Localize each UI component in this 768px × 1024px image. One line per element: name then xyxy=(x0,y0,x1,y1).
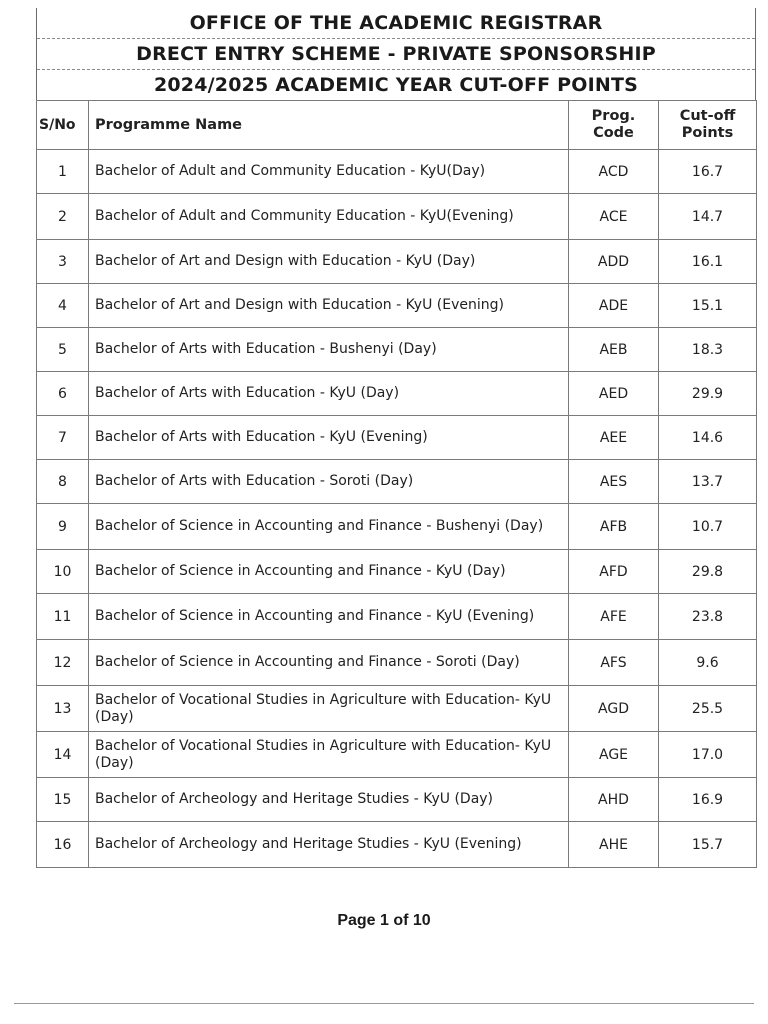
row-sno: 3 xyxy=(37,240,89,284)
table-row xyxy=(37,732,757,778)
table-row xyxy=(37,240,757,284)
cutoff-header-line1: Cut-off xyxy=(679,108,736,124)
table-row xyxy=(37,372,757,416)
row-programme-name: Bachelor of Archeology and Heritage Studies - KyU (Day) xyxy=(89,778,569,822)
row-cutoff-points: 15.7 xyxy=(659,822,757,868)
row-sno: 1 xyxy=(37,150,89,194)
table-row xyxy=(37,150,757,194)
column-header-programme-name: Programme Name xyxy=(89,101,569,150)
row-programme-name: Bachelor of Science in Accounting and Finance - KyU (Evening) xyxy=(89,594,569,640)
table-row xyxy=(37,194,757,240)
row-programme-name: Bachelor of Science in Accounting and Finance - Soroti (Day) xyxy=(89,640,569,686)
row-sno: 8 xyxy=(37,460,89,504)
row-programme-name: Bachelor of Adult and Community Education - KyU(Day) xyxy=(89,150,569,194)
row-prog-code: AEB xyxy=(569,328,659,372)
cutoff-table xyxy=(36,100,757,868)
table-row xyxy=(37,594,757,640)
row-cutoff-points: 13.7 xyxy=(659,460,757,504)
row-prog-code: AHD xyxy=(569,778,659,822)
row-programme-name: Bachelor of Science in Accounting and Finance - KyU (Day) xyxy=(89,550,569,594)
table-row xyxy=(37,778,757,822)
cutoff-header-line2: Points xyxy=(681,125,734,141)
row-sno: 16 xyxy=(37,822,89,868)
row-programme-name: Bachelor of Science in Accounting and Finance - Bushenyi (Day) xyxy=(89,504,569,550)
table-row xyxy=(37,328,757,372)
row-cutoff-points: 29.9 xyxy=(659,372,757,416)
row-cutoff-points: 25.5 xyxy=(659,686,757,732)
table-row xyxy=(37,504,757,550)
row-sno: 5 xyxy=(37,328,89,372)
row-prog-code: ADE xyxy=(569,284,659,328)
row-programme-name: Bachelor of Arts with Education - Soroti (Day) xyxy=(89,460,569,504)
row-programme-name: Bachelor of Vocational Studies in Agriculture with Education- KyU (Day) xyxy=(89,686,569,732)
document-sheet xyxy=(36,8,756,868)
row-programme-name: Bachelor of Vocational Studies in Agriculture with Education- KyU (Day) xyxy=(89,732,569,778)
row-cutoff-points: 9.6 xyxy=(659,640,757,686)
prog-code-header-line2: Code xyxy=(593,125,634,141)
row-cutoff-points: 18.3 xyxy=(659,328,757,372)
row-cutoff-points: 17.0 xyxy=(659,732,757,778)
row-programme-name: Bachelor of Art and Design with Education - KyU (Day) xyxy=(89,240,569,284)
document-header xyxy=(36,8,756,100)
row-sno: 4 xyxy=(37,284,89,328)
scheme-title: DRECT ENTRY SCHEME - PRIVATE SPONSORSHIP xyxy=(37,38,755,69)
row-prog-code: AFE xyxy=(569,594,659,640)
row-cutoff-points: 10.7 xyxy=(659,504,757,550)
row-sno: 11 xyxy=(37,594,89,640)
row-prog-code: AGE xyxy=(569,732,659,778)
table-row xyxy=(37,686,757,732)
row-sno: 10 xyxy=(37,550,89,594)
year-title: 2024/2025 ACADEMIC YEAR CUT-OFF POINTS xyxy=(37,69,755,100)
table-row xyxy=(37,460,757,504)
row-prog-code: ADD xyxy=(569,240,659,284)
row-sno: 15 xyxy=(37,778,89,822)
row-prog-code: AHE xyxy=(569,822,659,868)
row-sno: 7 xyxy=(37,416,89,460)
row-prog-code: AED xyxy=(569,372,659,416)
page-number: Page 1 of 10 xyxy=(337,912,431,929)
row-sno: 13 xyxy=(37,686,89,732)
row-cutoff-points: 16.9 xyxy=(659,778,757,822)
row-prog-code: AFB xyxy=(569,504,659,550)
row-cutoff-points: 14.6 xyxy=(659,416,757,460)
table-row xyxy=(37,550,757,594)
row-cutoff-points: 15.1 xyxy=(659,284,757,328)
row-prog-code: AGD xyxy=(569,686,659,732)
row-programme-name: Bachelor of Art and Design with Education - KyU (Evening) xyxy=(89,284,569,328)
row-sno: 2 xyxy=(37,194,89,240)
row-sno: 12 xyxy=(37,640,89,686)
row-sno: 9 xyxy=(37,504,89,550)
prog-code-header-line1: Prog. xyxy=(591,108,636,124)
row-programme-name: Bachelor of Adult and Community Education - KyU(Evening) xyxy=(89,194,569,240)
row-prog-code: AFS xyxy=(569,640,659,686)
row-cutoff-points: 14.7 xyxy=(659,194,757,240)
table-body xyxy=(37,150,757,868)
row-programme-name: Bachelor of Arts with Education - KyU (Evening) xyxy=(89,416,569,460)
row-prog-code: ACD xyxy=(569,150,659,194)
row-cutoff-points: 23.8 xyxy=(659,594,757,640)
row-prog-code: ACE xyxy=(569,194,659,240)
column-header-cutoff-points xyxy=(659,101,757,150)
row-prog-code: AEE xyxy=(569,416,659,460)
office-title: OFFICE OF THE ACADEMIC REGISTRAR xyxy=(189,12,603,34)
row-cutoff-points: 16.1 xyxy=(659,240,757,284)
row-prog-code: AES xyxy=(569,460,659,504)
column-header-prog-code xyxy=(569,101,659,150)
table-header-row xyxy=(37,101,757,150)
table-row xyxy=(37,284,757,328)
bottom-divider xyxy=(14,1003,754,1004)
table-row xyxy=(37,640,757,686)
row-sno: 14 xyxy=(37,732,89,778)
row-programme-name: Bachelor of Arts with Education - Bushenyi (Day) xyxy=(89,328,569,372)
column-header-sno: S/No xyxy=(37,101,89,150)
row-sno: 6 xyxy=(37,372,89,416)
row-programme-name: Bachelor of Arts with Education - KyU (Day) xyxy=(89,372,569,416)
row-cutoff-points: 16.7 xyxy=(659,150,757,194)
table-row xyxy=(37,416,757,460)
table-row xyxy=(37,822,757,868)
row-cutoff-points: 29.8 xyxy=(659,550,757,594)
row-programme-name: Bachelor of Archeology and Heritage Studies - KyU (Evening) xyxy=(89,822,569,868)
row-prog-code: AFD xyxy=(569,550,659,594)
